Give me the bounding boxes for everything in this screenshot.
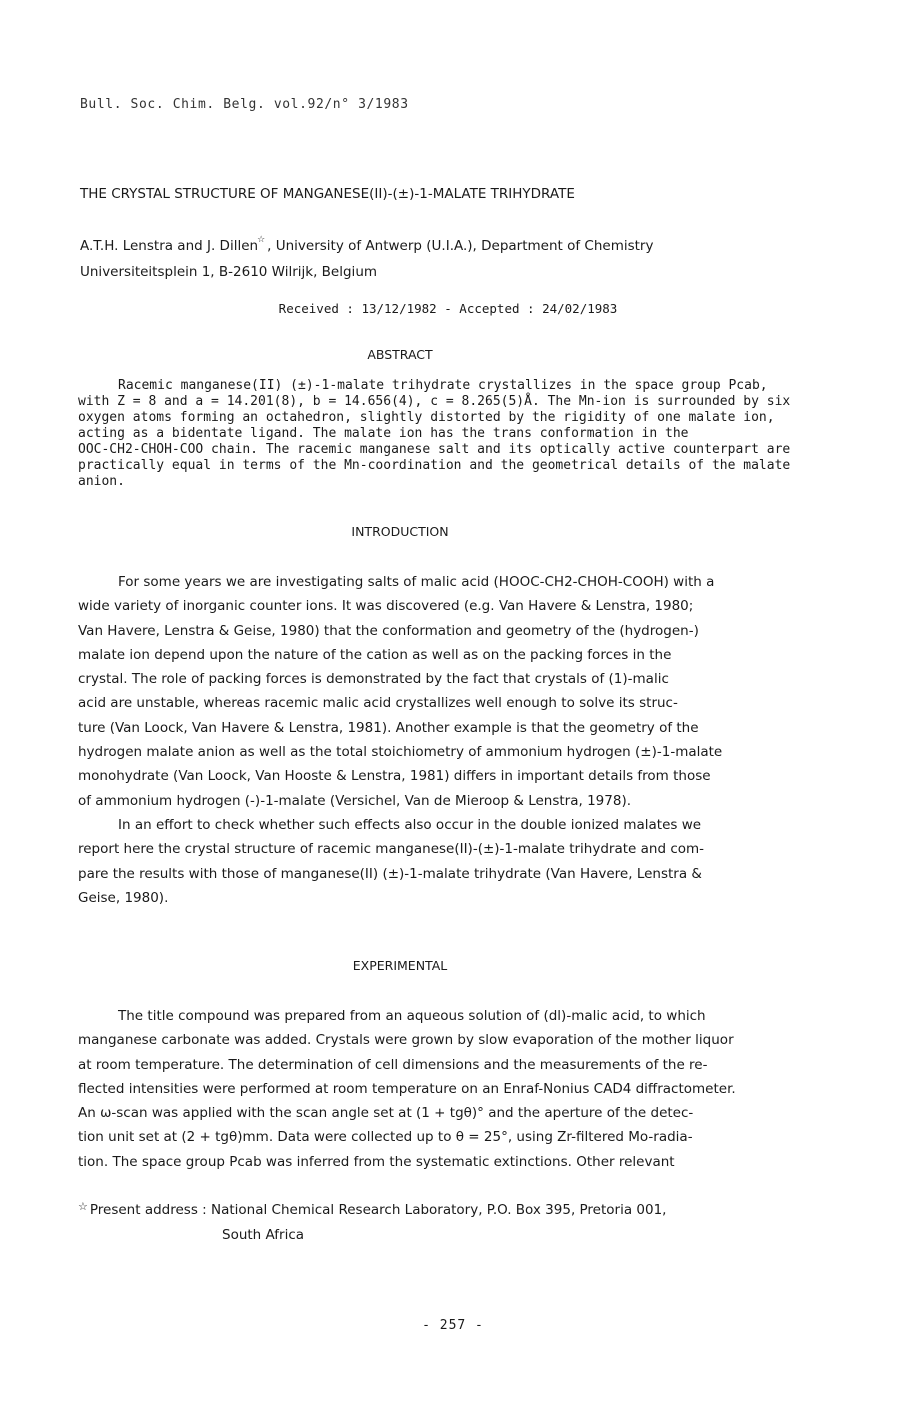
introduction-line: malate ion depend upon the nature of the cation as well as on the packing forces in the [78,646,672,663]
abstract-line: oxygen atoms forming an octahedron, slightly distorted by the rigidity of one malate ion, [78,410,775,425]
footnote-line: Present address : National Chemical Research Laboratory, P.O. Box 395, Pretoria 001, [89,1202,667,1218]
introduction-body [78,570,838,910]
footnote [78,1198,666,1247]
abstract-line: Racemic manganese(II) (±)-1-malate trihydrate crystallizes in the space group Pcab, [118,378,768,393]
page-number: - 257 - [422,1318,484,1333]
footnote-star-icon: ☆ [78,1200,88,1213]
footnote-star-icon: ☆ [257,235,266,245]
journal-reference: Bull. Soc. Chim. Belg. vol.92/n° 3/1983 [80,97,409,112]
abstract-line: with Z = 8 and a = 14.201(8), b = 14.656(4), c = 8.265(5)Å. The Mn-ion is surrounded by six [78,394,791,409]
introduction-line: Geise, 1980). [78,889,169,906]
introduction-line: acid are unstable, whereas racemic malic acid crystallizes well enough to solve its struc- [78,695,678,712]
introduction-line: wide variety of inorganic counter ions. It was discovered (e.g. Van Havere & Lenstra, 1980; [78,598,694,615]
experimental-line: at room temperature. The determination of cell dimensions and the measurements of the re- [78,1056,708,1073]
introduction-line: monohydrate (Van Loock, Van Hooste & Lenstra, 1981) differs in important details from those [78,768,711,785]
introduction-line: In an effort to check whether such effects also occur in the double ionized malates we [118,816,702,833]
author-names: A.T.H. Lenstra and J. Dillen [80,238,259,254]
abstract-body [78,378,838,490]
experimental-line: tion unit set at (2 + tgθ)mm. Data were collected up to θ = 25°, using Zr-filtered Mo-radia- [78,1129,693,1146]
abstract-line: OOC-CH2-CHOH-COO chain. The racemic manganese salt and its optically active counterpart are [78,442,791,457]
introduction-line: report here the crystal structure of racemic manganese(II)-(±)-1-malate trihydrate and com- [78,841,705,858]
abstract-line: acting as a bidentate ligand. The malate ion has the trans conformation in the [78,426,689,441]
received-dates: Received : 13/12/1982 - Accepted : 24/02/1983 [278,301,618,316]
experimental-line: An ω-scan was applied with the scan angle set at (1 + tgθ)° and the aperture of the detec- [78,1105,694,1122]
introduction-line: hydrogen malate anion as well as the total stoichiometry of ammonium hydrogen (±)-1-malate [78,744,723,761]
experimental-line: The title compound was prepared from an aqueous solution of (dl)-malic acid, to which [118,1008,706,1024]
author-block [80,234,653,284]
abstract-heading: ABSTRACT [367,347,433,362]
author-address: Universiteitsplein 1, B-2610 Wilrijk, Belgium [80,264,378,280]
experimental-line: flected intensities were performed at room temperature on an Enraf-Nonius CAD4 diffractometer. [78,1080,736,1097]
abstract-line: anion. [78,474,125,489]
paper-title: THE CRYSTAL STRUCTURE OF MANGANESE(II)-(±)-1-MALATE TRIHYDRATE [80,186,575,202]
introduction-line: pare the results with those of manganese(II) (±)-1-malate trihydrate (Van Havere, Lenstra & [78,865,702,882]
experimental-line: tion. The space group Pcab was inferred from the systematic extinctions. Other relevant [78,1153,675,1170]
introduction-line: crystal. The role of packing forces is demonstrated by the fact that crystals of (1)-malic [78,671,669,688]
introduction-line: ture (Van Loock, Van Havere & Lenstra, 1981). Another example is that the geometry of the [78,719,699,736]
introduction-line: For some years we are investigating salts of malic acid (HOOC-CH2-CHOH-COOH) with a [118,574,715,590]
introduction-heading: INTRODUCTION [351,524,449,539]
experimental-body [78,1004,838,1174]
footnote-line: South Africa [222,1227,305,1243]
experimental-line: manganese carbonate was added. Crystals were grown by slow evaporation of the mother liquor [78,1032,734,1049]
abstract-line: practically equal in terms of the Mn-coordination and the geometrical details of the malate [78,458,791,473]
author-line-1 [80,234,653,260]
author-affiliation: , University of Antwerp (U.I.A.), Department of Chemistry [267,238,654,254]
introduction-line: of ammonium hydrogen (-)-1-malate (Versichel, Van de Mieroop & Lenstra, 1978). [78,792,631,809]
introduction-line: Van Havere, Lenstra & Geise, 1980) that the conformation and geometry of the (hydrogen-) [78,622,699,639]
experimental-heading: EXPERIMENTAL [352,958,448,973]
